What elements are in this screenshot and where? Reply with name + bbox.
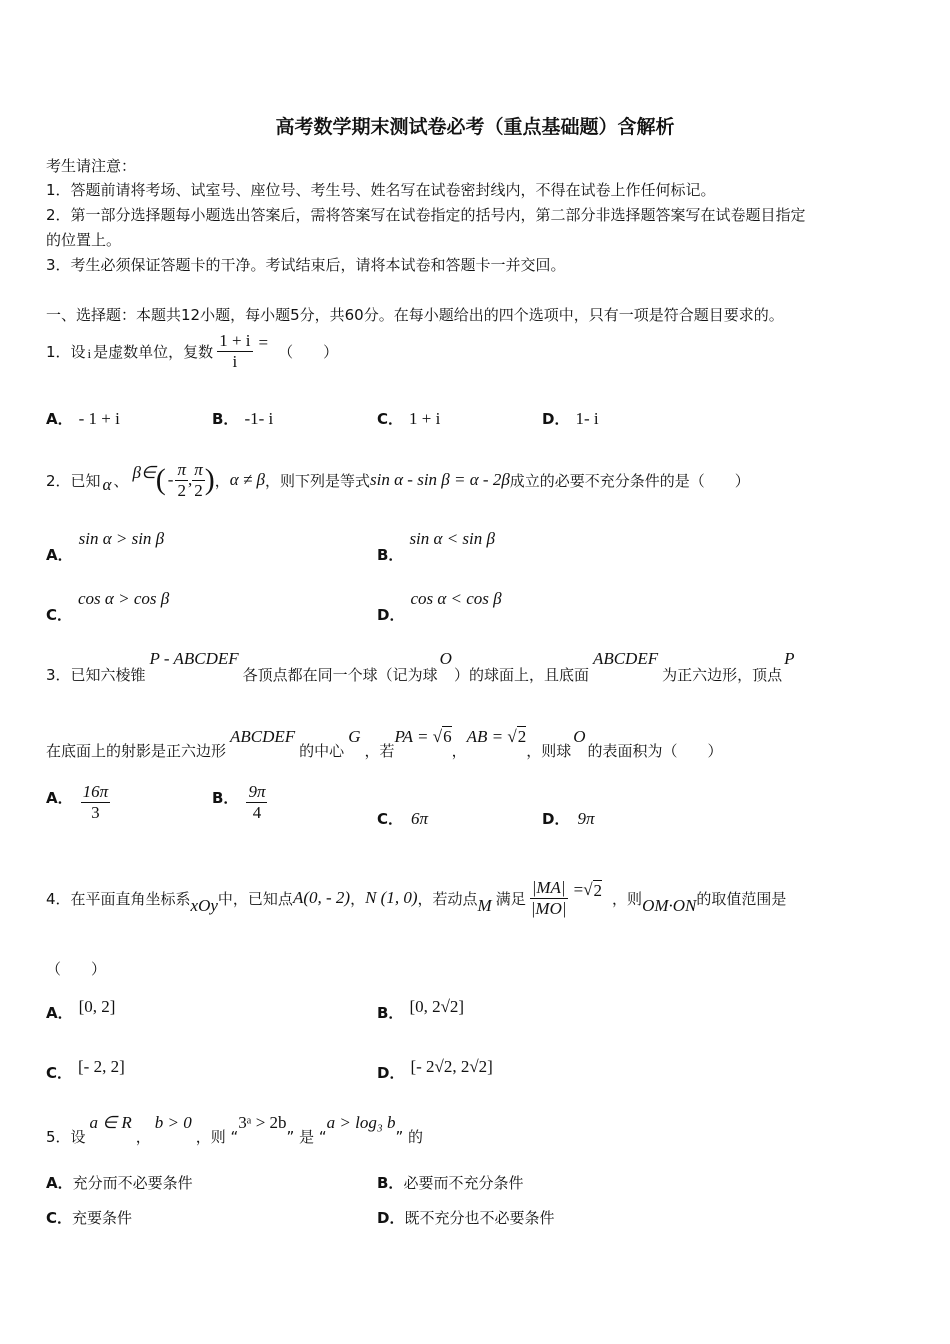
- question-3: 3．已知六棱锥P - ABCDEF各顶点都在同一个球（记为球O）的球面上，且底面ABCDEF为正六边形，顶点P: [46, 649, 795, 684]
- q3-option-d[interactable]: D． 9π: [542, 809, 595, 828]
- q4-paren: （ ）: [46, 960, 107, 978]
- q2-option-b[interactable]: B．sin α < sin β: [377, 529, 495, 564]
- notice-item-3: 3．考生必须保证答题卡的干净。考试结束后，请将本试卷和答题卡一并交回。: [46, 256, 566, 274]
- q4-option-b[interactable]: B． [0, 2√2]: [377, 997, 465, 1022]
- question-3-cont: 在底面上的射影是正六边形ABCDEF的中心G，若PA = √6，AB = √2，则球O的表面积为（ ）: [46, 727, 723, 760]
- q1-option-a[interactable]: A． - 1 + i: [46, 409, 120, 428]
- q1-option-c[interactable]: C． 1 + i: [377, 409, 441, 428]
- q2-option-a[interactable]: A．sin α > sin β: [46, 529, 165, 564]
- q1-option-d[interactable]: D． 1- i: [542, 409, 599, 428]
- question-4: 4．在平面直角坐标系 xOy 中，已知点 A(0, - 2) ， N (1, 0) ，若动点 M 满足 $\frac{|MA|}{|MO|}$ = √ 2 ，则 OM·ON 的取值范围是: [46, 877, 787, 918]
- question-5: 5．设a ∈ R，b > 0，则 “3ᵃ > 2b” 是 “a > log₃ b” 的: [46, 1113, 424, 1146]
- q4-option-a[interactable]: A． [0, 2]: [46, 997, 116, 1022]
- notice-item-2-cont: 的位置上。: [46, 231, 122, 249]
- question-1: 1．设 i 是虚数单位，复数 $\frac{1 + i}{i}$ = （ ）: [46, 330, 339, 371]
- q4-option-c[interactable]: C． [- 2, 2]: [46, 1057, 125, 1082]
- q5-option-d[interactable]: D．既不充分也不必要条件: [377, 1209, 555, 1227]
- question-2: 2．已知 α 、 β∈ ( - $\frac{\pi}{2}$ , $\frac{\pi}{2}$ ) ， α ≠ β ，则下列是等式 sin α - sin β = α - 2β 成立的必要不充分条件的是（ ）: [46, 459, 750, 500]
- q5-option-b[interactable]: B．必要而不充分条件: [377, 1174, 524, 1192]
- section-choice-header: 一、选择题：本题共12小题，每小题5分，共60分。在每小题给出的四个选项中，只有一项是符合题目要求的。: [46, 306, 784, 324]
- notice-item-2: 2．第一部分选择题每小题选出答案后，需将答案写在试卷指定的括号内，第二部分非选择题答案写在试卷题目指定: [46, 206, 806, 224]
- q5-option-c[interactable]: C．充要条件: [46, 1209, 133, 1227]
- page-title: 高考数学期末测试卷必考（重点基础题）含解析: [275, 116, 675, 138]
- notice-item-1: 1．答题前请将考场、试室号、座位号、考生号、姓名写在试卷密封线内，不得在试卷上作任何标记。: [46, 181, 716, 199]
- notice-heading: 考生请注意：: [46, 157, 137, 175]
- q5-option-a[interactable]: A．充分而不必要条件: [46, 1174, 193, 1192]
- q4-option-d[interactable]: D． [- 2√2, 2√2]: [377, 1057, 493, 1082]
- q1-fraction: $\frac{1 + i}{i}$: [219, 330, 251, 371]
- q1-option-b[interactable]: B． -1- i: [212, 409, 274, 428]
- q3-option-b[interactable]: B． $\frac{9\pi}{4}$: [212, 782, 266, 822]
- q3-option-c[interactable]: C． 6π: [377, 809, 429, 828]
- q3-option-a[interactable]: A． $\frac{16\pi}{3}$: [46, 782, 109, 822]
- q2-option-d[interactable]: D．cos α < cos β: [377, 589, 502, 624]
- q2-option-c[interactable]: C．cos α > cos β: [46, 589, 170, 624]
